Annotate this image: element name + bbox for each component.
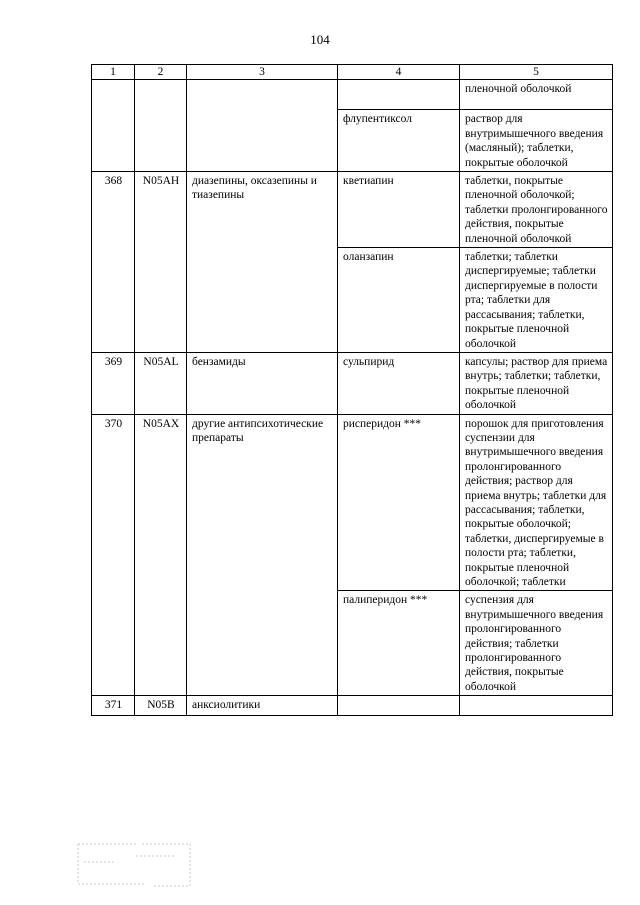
group-number-cell: 369 [92, 352, 135, 414]
table-row [92, 696, 613, 716]
drug-name-cell: рисперидон *** [338, 414, 460, 591]
dosage-forms-cell: суспензия для внутримышечного введения пролонгированного действия; таблетки пролонгированного действия, покрытые оболочкой [460, 591, 613, 696]
group-number-cell: 370 [92, 414, 135, 696]
dosage-forms-cell: капсулы; раствор для приема внутрь; таблетки; таблетки, покрытые пленочной оболочкой [460, 352, 613, 414]
drug-name-cell: палиперидон *** [338, 591, 460, 696]
page-number: 104 [310, 32, 330, 47]
atc-code-cell: N05B [135, 696, 187, 716]
group-number-cell: 368 [92, 172, 135, 353]
group-number-cell: 371 [92, 696, 135, 716]
atc-code-cell: N05AH [135, 172, 187, 353]
table-row [92, 80, 613, 110]
group-name-cell [187, 80, 338, 172]
group-name-cell: анксиолитики [187, 696, 338, 716]
dosage-forms-cell: таблетки; таблетки диспергируемые; таблетки диспергируемые в полости рта; таблетки для рассасывания; таблетки, покрытые пленочной оболочкой [460, 248, 613, 353]
drug-name-cell [338, 696, 460, 716]
dosage-forms-cell [460, 696, 613, 716]
atc-code-cell: N05AX [135, 414, 187, 696]
group-name-cell: диазепины, оксазепины и тиазепины [187, 172, 338, 353]
drug-name-cell: флупентиксол [338, 110, 460, 172]
group-name-cell: бензамиды [187, 352, 338, 414]
table-row [92, 414, 613, 591]
dosage-forms-cell: таблетки, покрытые пленочной оболочкой; таблетки пролонгированного действия, покрытые пленочной оболочкой [460, 172, 613, 248]
header-cell: 2 [135, 65, 187, 80]
dosage-forms-cell: порошок для приготовления суспензии для внутримышечного введения пролонгированного действия; раствор для приема внутрь; таблетки для рассасывания; таблетки, покрытые оболочкой; таблетки, диспергируемые в полости рта; таблетки, покрытые пленочной оболочкой; таблетки [460, 414, 613, 591]
drug-table [91, 64, 613, 716]
drug-name-cell [338, 80, 460, 110]
dosage-forms-cell: пленочной оболочкой [460, 80, 613, 110]
drug-name-cell: сульпирид [338, 352, 460, 414]
table-header-row [92, 65, 613, 80]
header-cell: 4 [338, 65, 460, 80]
group-number-cell [92, 80, 135, 172]
atc-code-cell: N05AL [135, 352, 187, 414]
header-cell: 3 [187, 65, 338, 80]
table-row [92, 352, 613, 414]
table-row [92, 172, 613, 248]
atc-code-cell [135, 80, 187, 172]
header-cell: 1 [92, 65, 135, 80]
dosage-forms-cell: раствор для внутримышечного введения (масляный); таблетки, покрытые оболочкой [460, 110, 613, 172]
drug-name-cell: кветиапин [338, 172, 460, 248]
header-cell: 5 [460, 65, 613, 80]
faint-stamp-mark [76, 838, 192, 888]
drug-name-cell: оланзапин [338, 248, 460, 353]
group-name-cell: другие антипсихотические препараты [187, 414, 338, 696]
